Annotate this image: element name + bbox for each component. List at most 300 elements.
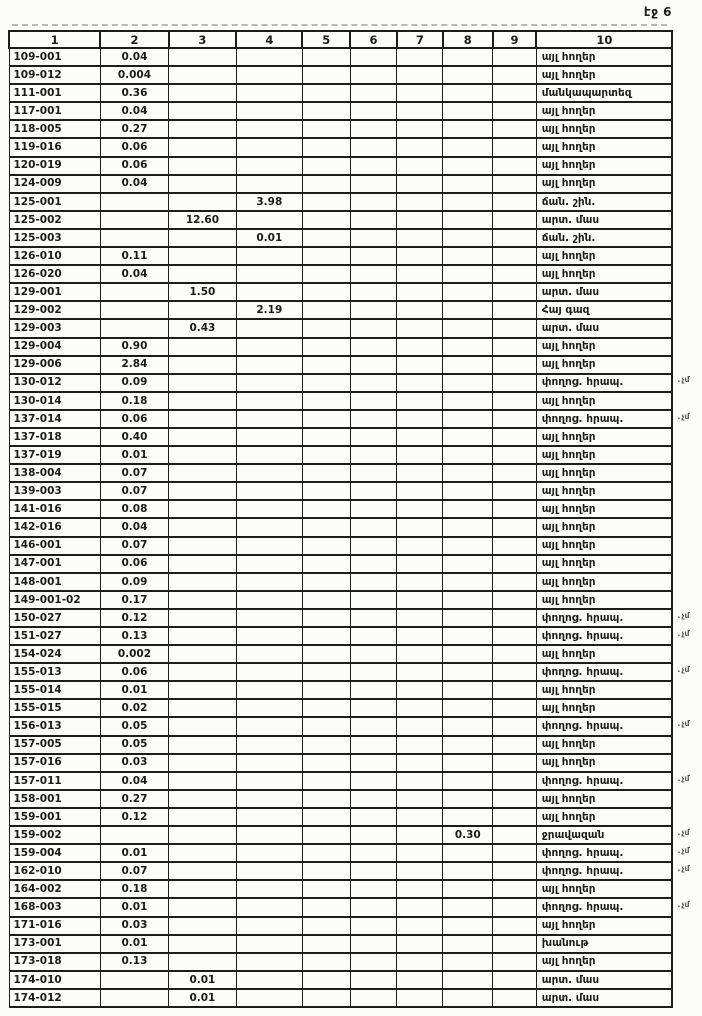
cell-area-value (302, 537, 350, 555)
table-row (9, 464, 702, 482)
land-parcel-table (8, 30, 702, 1008)
cell-land-use: ջրավազան (536, 826, 672, 844)
cell-area-value (493, 862, 537, 880)
cell-land-use: այլ հողեր (536, 482, 672, 500)
cell-area-value (443, 518, 493, 536)
cell-area-value (397, 573, 443, 591)
cell-parcel-code: 130-012 (9, 374, 100, 392)
cell-area-value (443, 808, 493, 826)
cell-area-value (169, 754, 237, 772)
cell-area-value (350, 663, 397, 681)
cell-area-value: 0.43 (169, 319, 237, 337)
margin-cell (672, 283, 701, 301)
cell-area-value (397, 953, 443, 971)
cell-area-value (493, 138, 537, 156)
column-header-1: 1 (9, 31, 100, 48)
cell-parcel-code: 155-014 (9, 681, 100, 699)
cell-area-value (443, 338, 493, 356)
cell-area-value (493, 66, 537, 84)
cell-land-use: փողոց. հրապ. (536, 374, 672, 392)
cell-area-value (302, 699, 350, 717)
cell-area-value (350, 247, 397, 265)
margin-cell (672, 898, 701, 916)
margin-cell (672, 917, 701, 935)
cell-area-value (169, 374, 237, 392)
cell-area-value (302, 717, 350, 735)
cell-parcel-code: 173-001 (9, 935, 100, 953)
cell-area-value (169, 84, 237, 102)
cell-area-value (350, 772, 397, 790)
cell-area-value (493, 953, 537, 971)
margin-cell (672, 935, 701, 953)
margin-cell (672, 989, 701, 1007)
cell-area-value (350, 500, 397, 518)
cell-area-value (493, 844, 537, 862)
cell-area-value (302, 826, 350, 844)
cell-area-value (493, 500, 537, 518)
cell-area-value (350, 862, 397, 880)
cell-area-value: 0.12 (100, 609, 168, 627)
table-row (9, 898, 702, 916)
cell-area-value (236, 826, 302, 844)
cell-area-value (302, 898, 350, 916)
cell-area-value (169, 48, 237, 66)
cell-area-value (493, 518, 537, 536)
cell-area-value: 0.04 (100, 265, 168, 283)
handwritten-margin-note: . $^{չմ}$ (677, 665, 689, 674)
cell-area-value (350, 754, 397, 772)
cell-area-value (350, 175, 397, 193)
cell-area-value (236, 500, 302, 518)
cell-area-value: 12.60 (169, 211, 237, 229)
cell-area-value (397, 283, 443, 301)
cell-area-value: 0.09 (100, 573, 168, 591)
cell-area-value (350, 157, 397, 175)
cell-area-value (236, 120, 302, 138)
cell-area-value (100, 229, 168, 247)
cell-area-value (236, 265, 302, 283)
margin-cell (672, 66, 701, 84)
margin-cell (672, 537, 701, 555)
margin-cell (672, 211, 701, 229)
cell-area-value (443, 175, 493, 193)
margin-cell (672, 555, 701, 573)
margin-cell (672, 410, 701, 428)
cell-area-value (236, 482, 302, 500)
cell-area-value (100, 193, 168, 211)
cell-area-value (493, 555, 537, 573)
cell-area-value (397, 392, 443, 410)
cell-area-value (397, 157, 443, 175)
cell-area-value: 0.05 (100, 736, 168, 754)
cell-area-value (397, 898, 443, 916)
cell-area-value (443, 500, 493, 518)
cell-area-value (302, 862, 350, 880)
cell-area-value: 0.01 (100, 681, 168, 699)
table-row (9, 356, 702, 374)
cell-area-value: 0.05 (100, 717, 168, 735)
cell-area-value (397, 48, 443, 66)
cell-area-value (443, 609, 493, 627)
cell-land-use: այլ հողեր (536, 157, 672, 175)
cell-area-value (169, 138, 237, 156)
cell-area-value (169, 591, 237, 609)
cell-area-value (169, 826, 237, 844)
cell-area-value (236, 699, 302, 717)
cell-area-value (443, 717, 493, 735)
cell-parcel-code: 137-014 (9, 410, 100, 428)
cell-area-value (236, 319, 302, 337)
cell-land-use: ճան. շին. (536, 193, 672, 211)
cell-area-value (397, 301, 443, 319)
cell-area-value: 0.06 (100, 138, 168, 156)
cell-land-use: այլ հողեր (536, 392, 672, 410)
cell-area-value (397, 717, 443, 735)
cell-area-value (302, 193, 350, 211)
cell-area-value: 0.06 (100, 410, 168, 428)
cell-area-value (493, 193, 537, 211)
cell-area-value: 0.11 (100, 247, 168, 265)
cell-area-value (169, 844, 237, 862)
cell-area-value (236, 247, 302, 265)
margin-cell (672, 573, 701, 591)
cell-land-use: այլ հողեր (536, 681, 672, 699)
cell-area-value (236, 663, 302, 681)
cell-area-value (169, 555, 237, 573)
cell-area-value (493, 609, 537, 627)
cell-area-value (443, 374, 493, 392)
cell-land-use: փողոց. հրապ. (536, 663, 672, 681)
cell-area-value (169, 953, 237, 971)
cell-area-value (236, 428, 302, 446)
cell-parcel-code: 117-001 (9, 102, 100, 120)
cell-area-value (236, 989, 302, 1007)
cell-area-value (236, 717, 302, 735)
cell-land-use: այլ հողեր (536, 428, 672, 446)
cell-area-value (169, 862, 237, 880)
cell-area-value (302, 211, 350, 229)
cell-land-use: արտ. մաս (536, 283, 672, 301)
cell-area-value (443, 681, 493, 699)
cell-area-value (302, 627, 350, 645)
cell-area-value (350, 518, 397, 536)
cell-area-value (302, 120, 350, 138)
cell-area-value (236, 573, 302, 591)
margin-cell (672, 681, 701, 699)
cell-area-value (350, 537, 397, 555)
cell-area-value (397, 410, 443, 428)
cell-area-value (443, 953, 493, 971)
margin-cell (672, 446, 701, 464)
cell-area-value (169, 518, 237, 536)
cell-area-value (493, 410, 537, 428)
cell-area-value (169, 193, 237, 211)
cell-area-value (397, 211, 443, 229)
cell-area-value (397, 790, 443, 808)
cell-area-value (236, 790, 302, 808)
cell-area-value (397, 736, 443, 754)
cell-area-value (350, 935, 397, 953)
table-row (9, 482, 702, 500)
cell-parcel-code: 142-016 (9, 518, 100, 536)
cell-area-value (236, 736, 302, 754)
cell-area-value (443, 935, 493, 953)
cell-area-value (350, 138, 397, 156)
cell-area-value (350, 229, 397, 247)
cell-area-value: 0.04 (100, 48, 168, 66)
table-row (9, 84, 702, 102)
cell-area-value (302, 609, 350, 627)
cell-land-use: այլ հողեր (536, 464, 672, 482)
cell-area-value (236, 518, 302, 536)
cell-area-value (236, 772, 302, 790)
cell-area-value (397, 627, 443, 645)
cell-area-value (397, 338, 443, 356)
cell-area-value (443, 555, 493, 573)
margin-cell (672, 428, 701, 446)
cell-area-value (169, 410, 237, 428)
cell-area-value (302, 500, 350, 518)
cell-parcel-code: 171-016 (9, 917, 100, 935)
cell-area-value (443, 627, 493, 645)
cell-parcel-code: 155-013 (9, 663, 100, 681)
cell-parcel-code: 109-001 (9, 48, 100, 66)
cell-area-value (302, 66, 350, 84)
cell-area-value (443, 989, 493, 1007)
cell-area-value (236, 880, 302, 898)
table-row (9, 410, 702, 428)
cell-area-value (302, 428, 350, 446)
table-row (9, 663, 702, 681)
cell-area-value (443, 410, 493, 428)
cell-parcel-code: 138-004 (9, 464, 100, 482)
cell-area-value (493, 120, 537, 138)
cell-area-value: 0.27 (100, 120, 168, 138)
cell-area-value (169, 627, 237, 645)
margin-cell (672, 175, 701, 193)
cell-area-value (169, 917, 237, 935)
scan-artifact-line (12, 24, 667, 26)
cell-area-value (236, 356, 302, 374)
cell-area-value (236, 374, 302, 392)
margin-cell (672, 808, 701, 826)
table-row (9, 808, 702, 826)
handwritten-margin-note: . $^{չմ}$ (677, 719, 689, 728)
cell-land-use: արտ. մաս (536, 989, 672, 1007)
cell-parcel-code: 149-001-02 (9, 591, 100, 609)
cell-area-value (236, 102, 302, 120)
cell-parcel-code: 173-018 (9, 953, 100, 971)
cell-parcel-code: 159-002 (9, 826, 100, 844)
cell-area-value (350, 555, 397, 573)
cell-area-value (443, 736, 493, 754)
margin-cell (672, 138, 701, 156)
cell-area-value: 0.36 (100, 84, 168, 102)
cell-parcel-code: 174-010 (9, 971, 100, 989)
cell-area-value (236, 609, 302, 627)
cell-area-value (443, 120, 493, 138)
cell-area-value (169, 935, 237, 953)
cell-area-value (302, 464, 350, 482)
cell-area-value (350, 808, 397, 826)
cell-area-value: 0.07 (100, 482, 168, 500)
margin-cell (672, 193, 701, 211)
cell-area-value (169, 120, 237, 138)
cell-area-value (302, 138, 350, 156)
cell-area-value (169, 790, 237, 808)
cell-area-value (302, 102, 350, 120)
cell-area-value (100, 971, 168, 989)
cell-area-value (493, 374, 537, 392)
cell-area-value (493, 880, 537, 898)
handwritten-margin-note: . $^{չմ}$ (677, 900, 689, 909)
table-row (9, 844, 702, 862)
cell-area-value (493, 229, 537, 247)
cell-area-value: 0.01 (100, 935, 168, 953)
cell-area-value (169, 247, 237, 265)
cell-area-value: 0.06 (100, 663, 168, 681)
cell-area-value (443, 392, 493, 410)
cell-land-use: այլ հողեր (536, 953, 672, 971)
table-row (9, 283, 702, 301)
cell-area-value (493, 446, 537, 464)
cell-land-use: արտ. մաս (536, 211, 672, 229)
cell-area-value (443, 772, 493, 790)
cell-area-value (443, 319, 493, 337)
table-row (9, 392, 702, 410)
cell-area-value (302, 736, 350, 754)
table-row (9, 211, 702, 229)
table-row (9, 229, 702, 247)
cell-area-value (236, 410, 302, 428)
cell-area-value: 0.04 (100, 772, 168, 790)
cell-area-value (236, 48, 302, 66)
cell-land-use: այլ հողեր (536, 265, 672, 283)
cell-area-value (302, 265, 350, 283)
margin-cell (672, 374, 701, 392)
table-row (9, 826, 702, 844)
cell-area-value: 0.06 (100, 157, 168, 175)
cell-area-value: 0.07 (100, 537, 168, 555)
cell-area-value (350, 591, 397, 609)
table-row (9, 102, 702, 120)
cell-parcel-code: 137-018 (9, 428, 100, 446)
cell-area-value (350, 971, 397, 989)
margin-cell (672, 699, 701, 717)
column-header-6: 6 (350, 31, 397, 48)
cell-area-value (302, 790, 350, 808)
margin-cell (672, 518, 701, 536)
cell-area-value (350, 464, 397, 482)
cell-area-value (236, 138, 302, 156)
cell-area-value (302, 844, 350, 862)
margin-cell (672, 880, 701, 898)
cell-area-value: 0.07 (100, 862, 168, 880)
cell-area-value (302, 880, 350, 898)
cell-area-value (169, 500, 237, 518)
cell-area-value: 3.98 (236, 193, 302, 211)
cell-land-use: այլ հողեր (536, 880, 672, 898)
cell-parcel-code: 174-012 (9, 989, 100, 1007)
cell-area-value (236, 953, 302, 971)
cell-parcel-code: 162-010 (9, 862, 100, 880)
cell-area-value (350, 374, 397, 392)
cell-land-use: փողոց. հրապ. (536, 627, 672, 645)
cell-parcel-code: 151-027 (9, 627, 100, 645)
cell-parcel-code: 126-020 (9, 265, 100, 283)
cell-area-value (302, 48, 350, 66)
cell-area-value (350, 211, 397, 229)
cell-land-use: այլ հողեր (536, 591, 672, 609)
cell-area-value: 0.27 (100, 790, 168, 808)
cell-area-value (302, 229, 350, 247)
cell-area-value (397, 446, 443, 464)
cell-area-value (397, 645, 443, 663)
cell-land-use: փողոց. հրապ. (536, 609, 672, 627)
cell-area-value (350, 66, 397, 84)
cell-land-use: այլ հողեր (536, 446, 672, 464)
cell-area-value (493, 537, 537, 555)
cell-parcel-code: 156-013 (9, 717, 100, 735)
cell-area-value (443, 193, 493, 211)
header-row (9, 31, 702, 48)
margin-cell (672, 663, 701, 681)
cell-area-value (493, 247, 537, 265)
cell-land-use: ճան. շին. (536, 229, 672, 247)
cell-parcel-code: 155-015 (9, 699, 100, 717)
table-row (9, 374, 702, 392)
table-row (9, 573, 702, 591)
cell-area-value (443, 247, 493, 265)
page-number: էջ 6 (643, 5, 672, 19)
cell-parcel-code: 146-001 (9, 537, 100, 555)
cell-area-value (236, 392, 302, 410)
cell-area-value (350, 898, 397, 916)
margin-cell (672, 772, 701, 790)
cell-area-value (302, 663, 350, 681)
cell-area-value (169, 464, 237, 482)
cell-area-value (493, 573, 537, 591)
cell-area-value (350, 428, 397, 446)
cell-area-value (302, 917, 350, 935)
cell-area-value: 0.13 (100, 627, 168, 645)
cell-area-value: 0.01 (100, 446, 168, 464)
cell-area-value (169, 573, 237, 591)
column-header-3: 3 (169, 31, 237, 48)
cell-area-value (493, 319, 537, 337)
table-row (9, 645, 702, 663)
cell-area-value (236, 464, 302, 482)
cell-area-value (350, 790, 397, 808)
cell-area-value (100, 826, 168, 844)
cell-area-value (350, 265, 397, 283)
cell-area-value (350, 338, 397, 356)
cell-area-value: 0.004 (100, 66, 168, 84)
cell-area-value (236, 211, 302, 229)
cell-area-value: 0.12 (100, 808, 168, 826)
cell-area-value (493, 989, 537, 1007)
cell-parcel-code: 111-001 (9, 84, 100, 102)
cell-area-value (443, 102, 493, 120)
table-row (9, 500, 702, 518)
cell-parcel-code: 124-009 (9, 175, 100, 193)
cell-area-value (236, 283, 302, 301)
table-row (9, 48, 702, 66)
cell-area-value (397, 808, 443, 826)
cell-area-value (350, 410, 397, 428)
cell-area-value (302, 247, 350, 265)
cell-area-value (397, 229, 443, 247)
